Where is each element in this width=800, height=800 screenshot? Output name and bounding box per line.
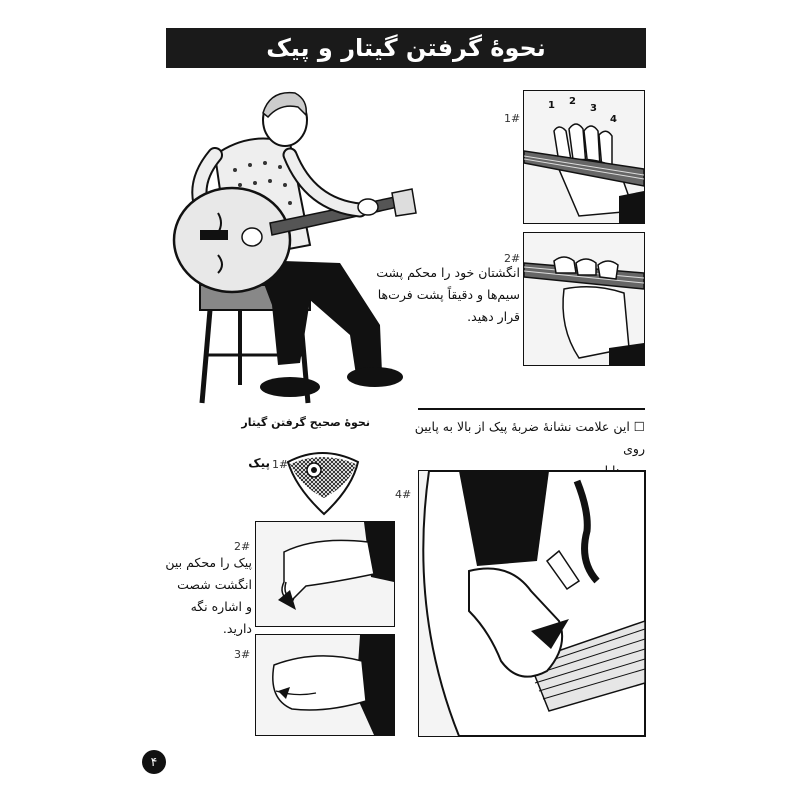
pick-fig2-caption-line-2: انگشت شصت — [177, 577, 252, 592]
pick-fig2-caption-line-3: و اشاره نگه دارید. — [190, 599, 252, 636]
pick-fig2-label: 2# — [234, 540, 251, 553]
fig2-top-caption-line-2: سیم‌ها و دقیقاً پشت فرت‌ها — [377, 287, 520, 302]
fig1-label-top: 1# — [504, 112, 521, 125]
pick-fig1-label: 1# — [272, 458, 289, 471]
fig2-top-caption-line-3: قرار دهید. — [467, 309, 520, 324]
finger-number-4: 4 — [610, 114, 617, 125]
finger-number-3: 3 — [590, 103, 597, 114]
fig2-label-top: 2# — [504, 252, 521, 265]
fig2-top-caption — [360, 262, 520, 328]
pick-fig3-label: 3# — [234, 648, 251, 661]
finger-number-1: 1 — [548, 100, 555, 111]
pick-fig2-hand-photo — [255, 521, 395, 627]
pick-intro-line-1: ☐ این علامت نشانهٔ ضربهٔ پیک از بالا به پایین روی — [414, 419, 645, 456]
finger-number-2: 2 — [569, 96, 576, 107]
section-divider — [418, 408, 645, 410]
pick-fig3-hand-photo — [255, 634, 395, 736]
pick-caption: پیک — [248, 456, 270, 470]
fig2-fretting-hand-photo — [523, 232, 645, 366]
main-illustration-caption: نحوهٔ صحیح گرفتن گیتار — [241, 416, 370, 429]
pick-fig4-strumming-photo — [418, 470, 646, 737]
fig2-top-caption-line-1: انگشتان خود را محکم پشت — [376, 265, 520, 280]
pick-fig2-caption — [160, 552, 252, 640]
pick-fig2-caption-line-1: پیک را محکم بین — [165, 555, 252, 570]
guitarist-illustration — [160, 85, 420, 410]
page-number: ۴ — [142, 750, 166, 774]
page-title: نحوهٔ گرفتن گیتار و پیک — [166, 28, 646, 68]
guitar-pick-illustration — [282, 448, 364, 518]
pick-fig4-label: 4# — [395, 488, 412, 501]
fig1-fretting-hand-photo — [523, 90, 645, 224]
